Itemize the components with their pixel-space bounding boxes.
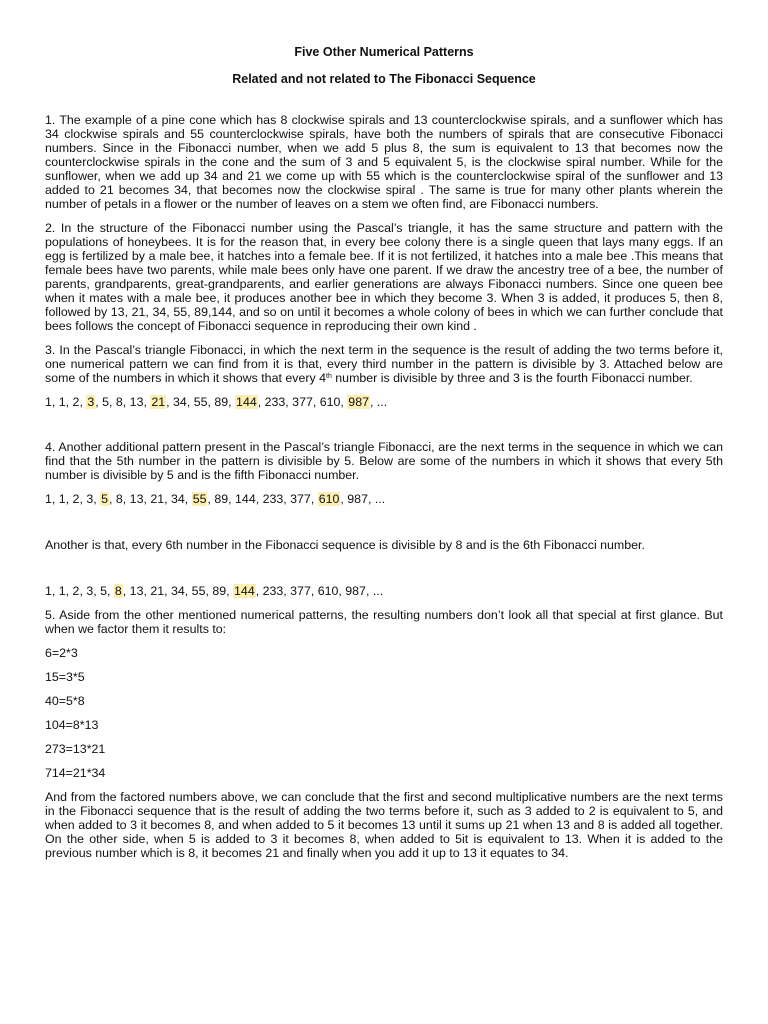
paragraph-3-superscript: th: [326, 373, 332, 380]
highlighted-number: 610: [318, 492, 340, 506]
sequence-text: , 89, 144, 233, 377,: [207, 492, 318, 506]
highlighted-number: 21: [151, 395, 166, 409]
highlighted-number: 8: [114, 584, 122, 598]
highlighted-number: 5: [101, 492, 109, 506]
sequence-text: , 5, 8, 13,: [95, 395, 151, 409]
paragraph-5: 5. Aside from the other mentioned numerical patterns, the resulting numbers don’t look all that special at first glance. But when we factor them it results to:: [45, 608, 723, 636]
sequence-text: , ...: [369, 395, 388, 409]
sequence-text: 1, 1, 2, 3, 5,: [45, 584, 114, 598]
highlighted-number: 987: [348, 395, 369, 409]
factor-line: 273=13*21: [45, 742, 106, 756]
paragraph-2: 2. In the structure of the Fibonacci number using the Pascal’s triangle, it has the same structure and pattern with the populations of honeybees. It is for the reason that, in every bee colony there is a single queen that lays many eggs. If an egg is fertilized by a male bee, it hatches into a female bee. If it is not fertilized, it hatches into a male bee .This means that female bees have two parents, while male bees only have one parent. If we draw the ancestry tree of a bee, the number of parents, grandparents, great-grandparents, and earlier generations are always Fibonacci numbers. Since one queen bee when it mates with a male bee, it produces another bee in which they become 3. When 3 is added, it produces 5, then 8, followed by 13, 21, 34, 55, 89,144, and so on until it becomes a whole colony of bees in which we can further conclude that bees follows the concept of Fibonacci sequence in reproducing their own kind .: [45, 221, 723, 333]
factor-line: 714=21*34: [45, 766, 106, 780]
sequence-text: 1, 1, 2, 3,: [45, 492, 101, 506]
paragraph-3: [45, 343, 723, 385]
paragraph-3-text-a: 3. In the Pascal’s triangle Fibonacci, in which the next term in the sequence is the result of adding the two terms before it, one numerical pattern we can find from it is that, every third number in the pattern is divisible by 3. Attached below are some of the numbers in which it shows that every 4: [45, 343, 723, 385]
paragraph-another: Another is that, every 6th number in the Fibonacci sequence is divisible by 8 and is the 6th Fibonacci number.: [45, 538, 645, 552]
sequence-every-6th: [45, 584, 723, 598]
paragraph-1: 1. The example of a pine cone which has 8 clockwise spirals and 13 counterclockwise spirals, and a sunflower which has 34 clockwise spirals and 55 counterclockwise spirals, have both the numbers of spirals that are consecutive Fibonacci numbers. Since in the Fibonacci number, when we add 5 plus 8, the sum is equivalent to 13 that becomes now the counterclockwise spirals in the cone and the sum of 3 and 5 equivalent 5, is the clockwise spiral number. While for the sunflower, when we add up 34 and 21 we come up with 55 which is the counterclockwise spiral of the sunflower and 13 added to 21 becomes 34, that becomes now the clockwise spiral . The same is true for many other plants wherein the number of petals in a flower or the number of leaves on a stem we often find, are Fibonacci numbers.: [45, 113, 723, 211]
highlighted-number: 144: [234, 584, 255, 598]
document-subtitle: Related and not related to The Fibonacci Sequence: [232, 72, 536, 86]
highlighted-number: 55: [192, 492, 207, 506]
sequence-text: , 13, 21, 34, 55, 89,: [122, 584, 234, 598]
factor-line: 15=3*5: [45, 670, 85, 684]
paragraph-4: 4. Another additional pattern present in the Pascal’s triangle Fibonacci, are the next terms in the sequence in which we can find that the 5th number in the pattern is divisible by 5. Below are some of the numbers in which it shows that every 5th number is divisible by 5 and is the fifth Fibonacci number.: [45, 440, 723, 482]
paragraph-final: And from the factored numbers above, we can conclude that the first and second multiplicative numbers are the next terms in the Fibonacci sequence that is the result of adding the two terms before it, such as 3 added to 2 is equivalent to 5, and when added to 3 it becomes 8, and when added to 5 it becomes 13 until it sums up 21 when 13 and 8 is added all together. On the other side, when 5 is added to 3 it becomes 8, when added to 5it is equivalent to 13. When it is added to the previous number which is 8, it becomes 21 and finally when you add it up to 13 it equates to 34.: [45, 790, 723, 860]
sequence-text: , 987, ...: [340, 492, 386, 506]
factor-line: 104=8*13: [45, 718, 99, 732]
sequence-text: , 8, 13, 21, 34,: [109, 492, 192, 506]
document-title: Five Other Numerical Patterns: [294, 45, 474, 59]
highlighted-number: 3: [87, 395, 95, 409]
sequence-text: , 233, 377, 610,: [257, 395, 348, 409]
sequence-text: , 34, 55, 89,: [166, 395, 236, 409]
paragraph-3-text-b: number is divisible by three and 3 is the fourth Fibonacci number.: [331, 371, 693, 385]
factor-line: 40=5*8: [45, 694, 85, 708]
sequence-text: 1, 1, 2,: [45, 395, 87, 409]
sequence-text: , 233, 377, 610, 987, ...: [255, 584, 384, 598]
sequence-every-4th: [45, 395, 723, 409]
sequence-every-5th: [45, 492, 723, 506]
factor-line: 6=2*3: [45, 646, 78, 660]
highlighted-number: 144: [236, 395, 257, 409]
